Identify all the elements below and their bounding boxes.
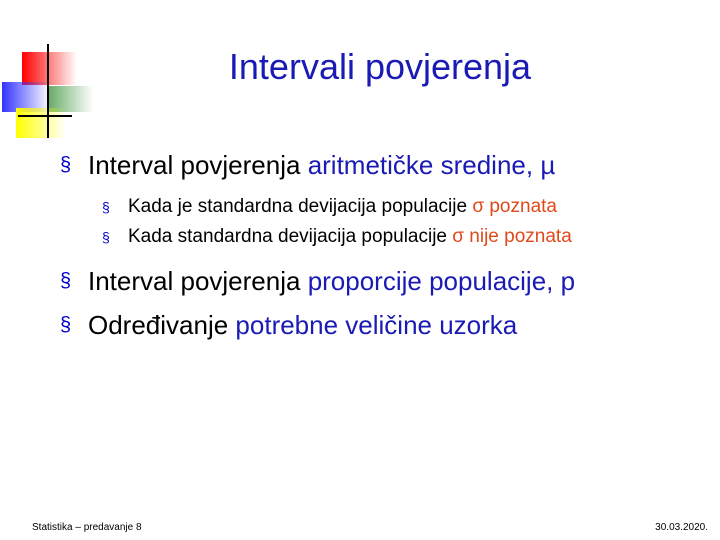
- bullet-text: Interval povjerenja: [88, 266, 308, 296]
- bullet-text: Kada standardna devijacija populacije: [128, 226, 453, 247]
- bullet-item: [58, 308, 708, 342]
- bullet-highlight: σ nije poznata: [452, 226, 572, 247]
- footer-course-label: Statistika – predavanje 8: [32, 522, 142, 533]
- bullet-item: [58, 148, 708, 182]
- slide-title: Intervali povjerenja: [228, 46, 532, 87]
- decorative-logo-icon: [0, 0, 100, 140]
- bullet-marker-icon: §: [102, 229, 110, 245]
- sub-bullet-item: [98, 224, 708, 250]
- bullet-marker-icon: §: [60, 314, 72, 336]
- bullet-highlight: potrebne veličine uzorka: [235, 310, 518, 340]
- bullet-highlight: aritmetičke sredine, µ: [307, 150, 556, 180]
- bullet-marker-icon: §: [102, 199, 110, 215]
- bullet-text: Određivanje: [88, 310, 236, 340]
- bullet-marker-icon: §: [60, 154, 72, 176]
- bullet-text: Interval povjerenja: [88, 150, 308, 180]
- bullet-item: [58, 264, 708, 298]
- bullet-marker-icon: §: [60, 270, 72, 292]
- bullet-text: Kada je standardna devijacija populacije: [128, 196, 473, 217]
- footer-date: 30.03.2020.: [655, 522, 708, 533]
- bullet-list: [58, 148, 708, 342]
- bullet-highlight: proporcije populacije, p: [307, 266, 576, 296]
- sub-bullet-item: [98, 194, 708, 220]
- bullet-highlight: σ poznata: [472, 196, 557, 217]
